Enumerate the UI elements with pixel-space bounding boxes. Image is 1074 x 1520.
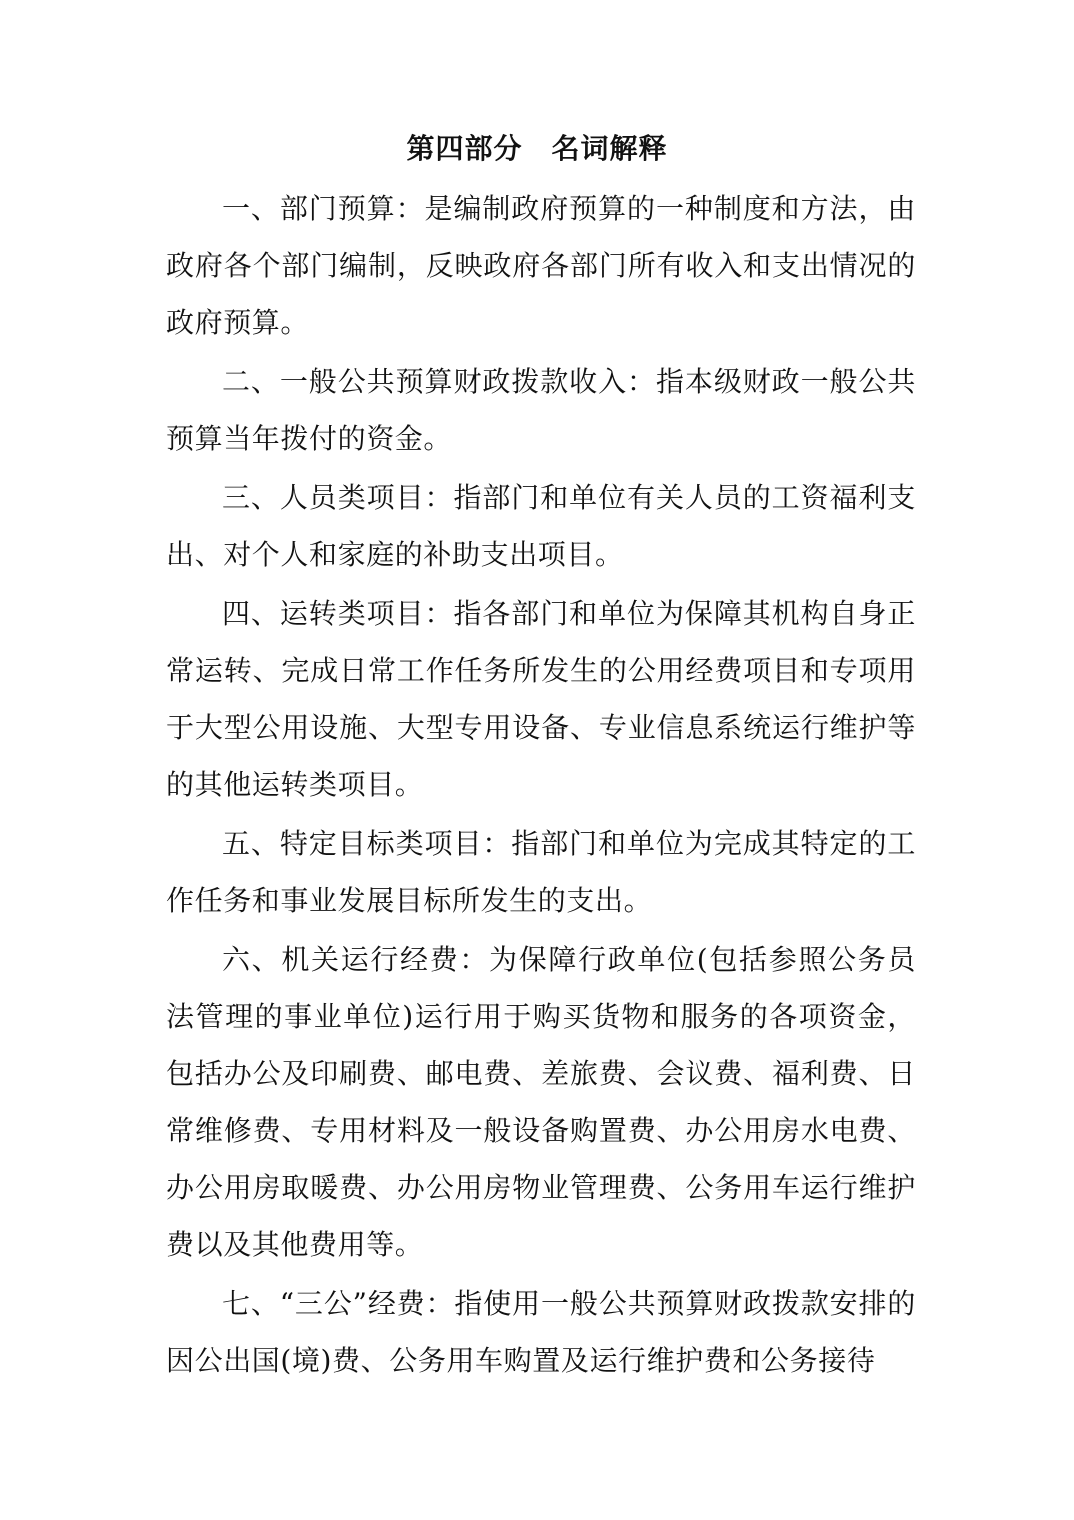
paragraph-department-budget: 一、部门预算：是编制政府预算的一种制度和方法，由政府各个部门编制，反映政府各部门所有收入和支出情况的政府预算。	[166, 192, 916, 339]
paragraph-general-public-budget-income: 二、一般公共预算财政拨款收入：指本级财政一般公共预算当年拨付的资金。	[166, 365, 916, 455]
document-body	[166, 180, 916, 1391]
paragraph-three-public-expenses: 七、“三公”经费：指使用一般公共预算财政拨款安排的因公出国(境)费、公务用车购置及运行维护费和公务接待	[166, 1287, 916, 1377]
paragraph-operation-projects: 四、运转类项目：指各部门和单位为保障其机构自身正常运转、完成日常工作任务所发生的公用经费项目和专项用于大型公用设施、大型专用设备、专业信息系统运行维护等的其他运转类项目。	[166, 597, 916, 801]
paragraph-specific-target-projects: 五、特定目标类项目：指部门和单位为完成其特定的工作任务和事业发展目标所发生的支出。	[166, 827, 916, 917]
paragraph-agency-operating-expenses: 六、机关运行经费：为保障行政单位(包括参照公务员法管理的事业单位)运行用于购买货物和服务的各项资金，包括办公及印刷费、邮电费、差旅费、会议费、福利费、日常维修费、专用材料及一般设备购置费、办公用房水电费、办公用房取暖费、办公用房物业管理费、公务用车运行维护费以及其他费用等。	[166, 943, 916, 1261]
paragraph-personnel-projects: 三、人员类项目：指部门和单位有关人员的工资福利支出、对个人和家庭的补助支出项目。	[166, 481, 916, 571]
page-title: 第四部分 名词解释	[406, 132, 668, 165]
